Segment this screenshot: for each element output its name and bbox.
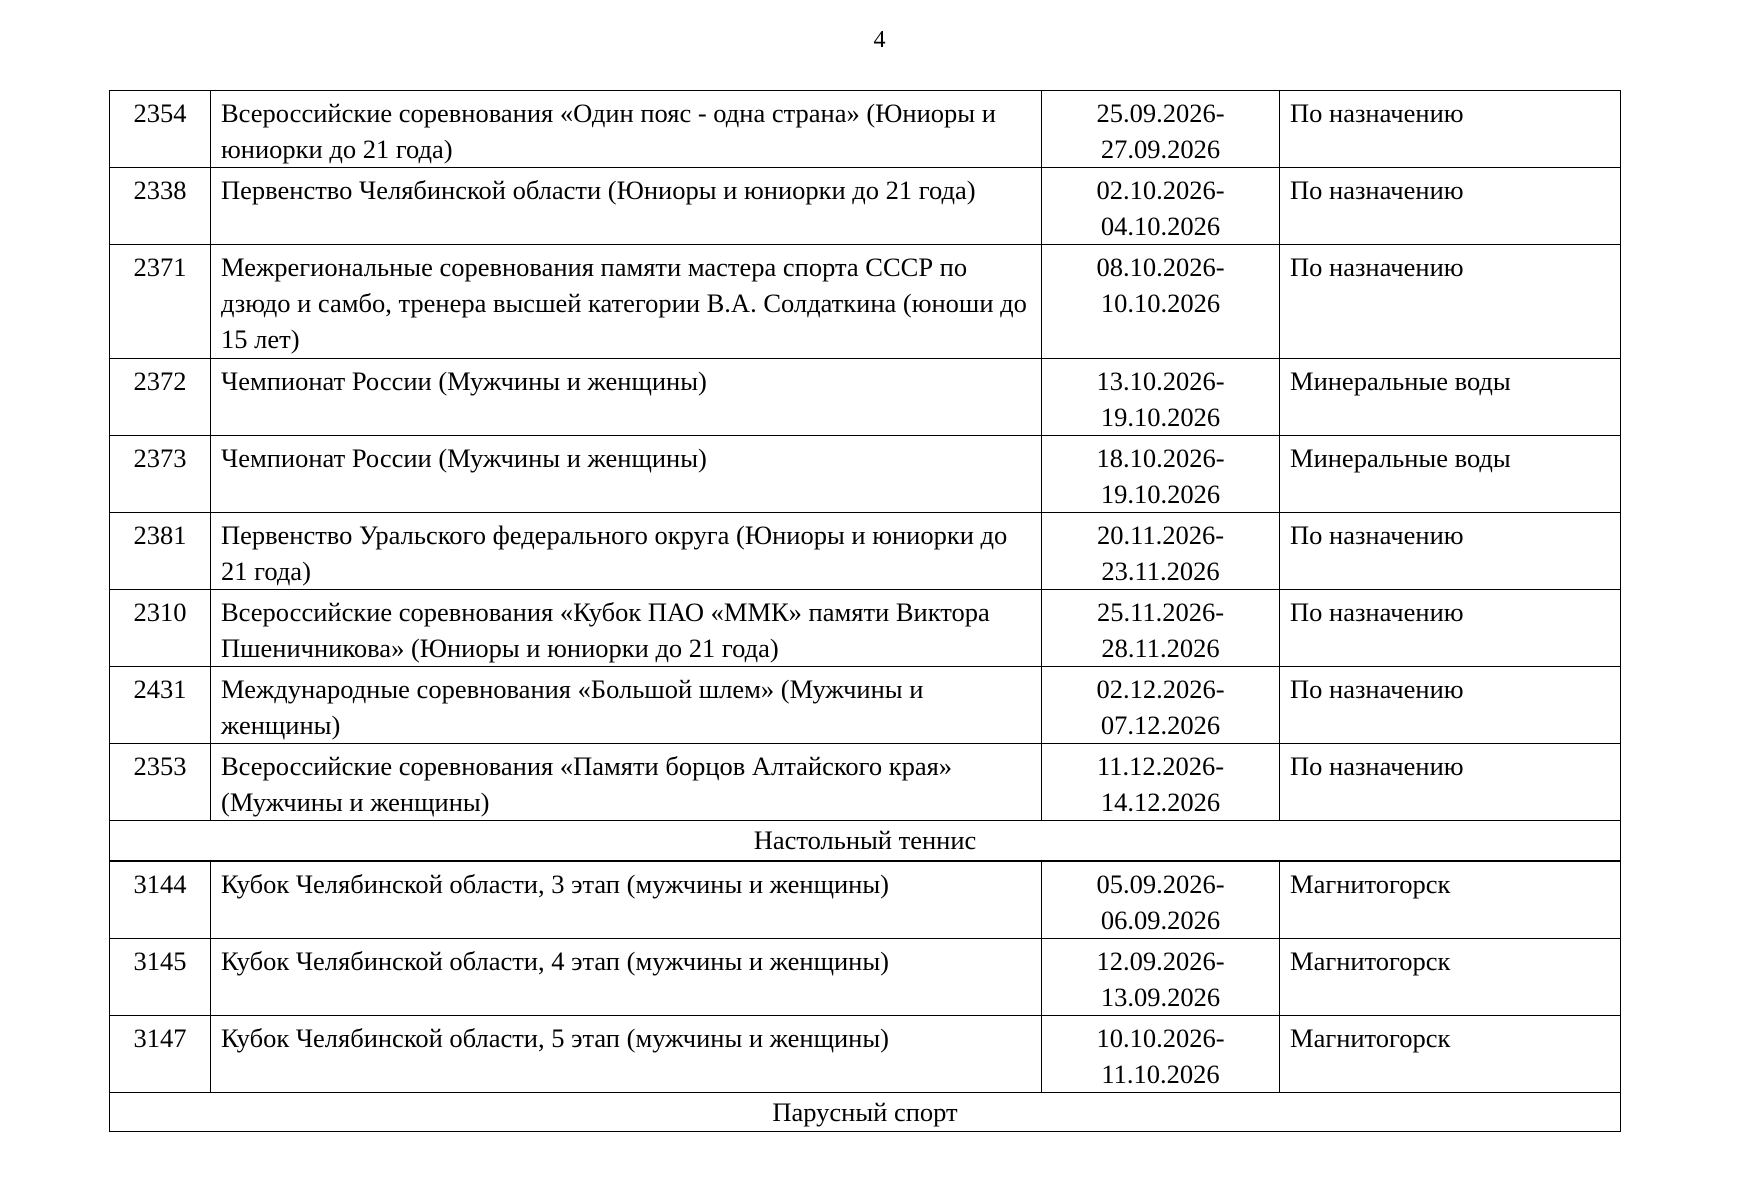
event-name: Всероссийские соревнования «Один пояс - одна страна» (Юниоры и юниорки до 21 года) (211, 91, 1042, 168)
event-dates (1042, 245, 1280, 359)
event-number: 2373 (110, 436, 211, 513)
date-from: 12.09.2026- (1096, 945, 1225, 976)
event-place: По назначению (1280, 168, 1621, 245)
event-number: 2431 (110, 667, 211, 744)
event-name: Международные соревнования «Большой шлем» (Мужчины и женщины) (211, 667, 1042, 744)
table-row (110, 359, 1621, 436)
events-table-body (110, 91, 1621, 1132)
event-dates (1042, 938, 1280, 1015)
table-row (110, 168, 1621, 245)
date-from: 08.10.2026- (1096, 252, 1225, 282)
table-row (110, 861, 1621, 939)
date-from: 11.12.2026- (1096, 751, 1225, 781)
table-row (110, 590, 1621, 667)
events-table (109, 90, 1621, 1132)
date-to: 13.09.2026 (1100, 981, 1221, 1012)
date-to: 19.10.2026 (1100, 479, 1221, 509)
date-to: 23.11.2026 (1101, 556, 1220, 586)
date-to: 06.09.2026 (1100, 904, 1221, 935)
event-number: 2354 (110, 91, 211, 168)
event-number: 3147 (110, 1015, 211, 1092)
date-to: 11.10.2026 (1101, 1058, 1220, 1089)
event-name: Первенство Челябинской области (Юниоры и юниорки до 21 года) (211, 168, 1042, 245)
table-row (110, 1015, 1621, 1092)
event-dates (1042, 436, 1280, 513)
date-to: 28.11.2026 (1101, 633, 1220, 663)
date-from: 10.10.2026- (1096, 1022, 1225, 1053)
table-row (110, 744, 1621, 821)
event-dates (1042, 168, 1280, 245)
event-place: Минеральные воды (1280, 436, 1621, 513)
table-row (110, 436, 1621, 513)
event-place: Магнитогорск (1280, 1015, 1621, 1092)
date-from: 20.11.2026- (1096, 520, 1225, 550)
event-dates (1042, 359, 1280, 436)
event-dates (1042, 744, 1280, 821)
table-row (110, 245, 1621, 359)
event-place: По назначению (1280, 744, 1621, 821)
event-place: Минеральные воды (1280, 359, 1621, 436)
date-to: 07.12.2026 (1100, 710, 1221, 740)
date-to: 19.10.2026 (1100, 402, 1221, 432)
section-title: Настольный теннис (110, 821, 1621, 861)
date-from: 02.10.2026- (1096, 175, 1225, 205)
event-name: Кубок Челябинской области, 5 этап (мужчины и женщины) (211, 1015, 1042, 1092)
event-name: Межрегиональные соревнования памяти мастера спорта СССР по дзюдо и самбо, тренера высшей категории В.А. Солдаткина (юноши до 15 лет) (211, 245, 1042, 359)
event-number: 2371 (110, 245, 211, 359)
date-from: 02.12.2026- (1096, 674, 1225, 704)
date-from: 13.10.2026- (1096, 366, 1225, 396)
table-row (110, 91, 1621, 168)
event-dates (1042, 667, 1280, 744)
event-number: 2338 (110, 168, 211, 245)
event-dates (1042, 513, 1280, 590)
event-place: По назначению (1280, 590, 1621, 667)
event-dates (1042, 590, 1280, 667)
date-to: 04.10.2026 (1100, 211, 1221, 241)
event-dates (1042, 861, 1280, 939)
date-from: 25.11.2026- (1096, 597, 1225, 627)
section-title: Парусный спорт (110, 1092, 1621, 1131)
event-number: 3144 (110, 861, 211, 939)
event-place: Магнитогорск (1280, 938, 1621, 1015)
table-row (110, 667, 1621, 744)
date-from: 05.09.2026- (1096, 868, 1225, 899)
event-number: 2353 (110, 744, 211, 821)
event-place: По назначению (1280, 91, 1621, 168)
event-name: Всероссийские соревнования «Памяти борцов Алтайского края» (Мужчины и женщины) (211, 744, 1042, 821)
event-place: По назначению (1280, 667, 1621, 744)
event-number: 3145 (110, 938, 211, 1015)
date-from: 18.10.2026- (1096, 443, 1225, 473)
date-to: 27.09.2026 (1100, 134, 1221, 164)
table-row (110, 513, 1621, 590)
section-header-row (110, 1092, 1621, 1131)
date-to: 10.10.2026 (1100, 288, 1221, 318)
event-number: 2310 (110, 590, 211, 667)
event-place: По назначению (1280, 513, 1621, 590)
event-place: По назначению (1280, 245, 1621, 359)
event-name: Всероссийские соревнования «Кубок ПАО «ММК» памяти Виктора Пшеничникова» (Юниоры и юниорки до 21 года) (211, 590, 1042, 667)
event-dates (1042, 91, 1280, 168)
event-number: 2372 (110, 359, 211, 436)
table-row (110, 938, 1621, 1015)
date-to: 14.12.2026 (1100, 787, 1221, 817)
event-place: Магнитогорск (1280, 861, 1621, 939)
section-header-row (110, 821, 1621, 861)
event-name: Чемпионат России (Мужчины и женщины) (211, 359, 1042, 436)
event-dates (1042, 1015, 1280, 1092)
event-name: Кубок Челябинской области, 4 этап (мужчины и женщины) (211, 938, 1042, 1015)
page-number: 4 (873, 27, 886, 53)
date-from: 25.09.2026- (1096, 98, 1225, 128)
event-number: 2381 (110, 513, 211, 590)
event-name: Первенство Уральского федерального округа (Юниоры и юниорки до 21 года) (211, 513, 1042, 590)
event-name: Кубок Челябинской области, 3 этап (мужчины и женщины) (211, 861, 1042, 939)
event-name: Чемпионат России (Мужчины и женщины) (211, 436, 1042, 513)
